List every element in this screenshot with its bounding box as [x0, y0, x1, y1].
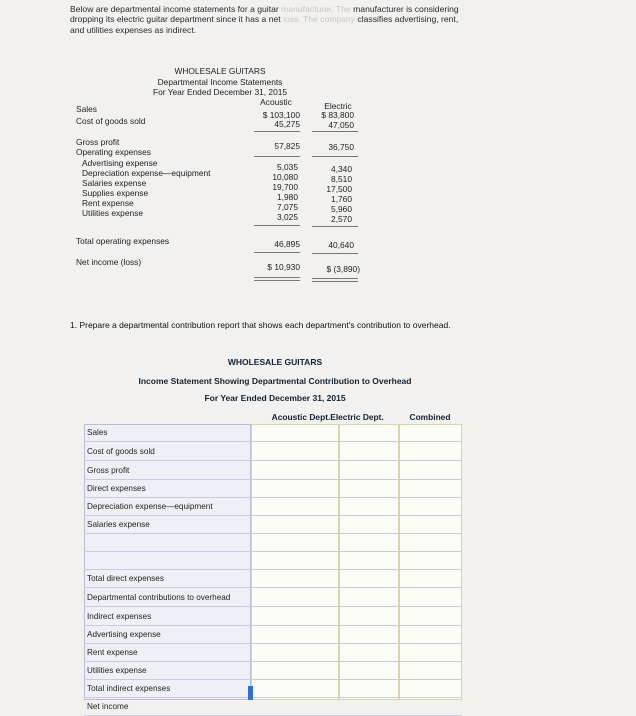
combined-input[interactable]	[399, 663, 462, 679]
acoustic-input[interactable]	[251, 627, 339, 643]
report-row	[84, 462, 462, 480]
value-acoustic: 10,080	[272, 172, 298, 182]
combined-input[interactable]	[399, 425, 462, 441]
value-electric: $ (3,890)	[326, 264, 360, 274]
report-row-label: Cost of goods sold	[87, 447, 155, 456]
report-row-label: Rent expense	[87, 648, 138, 657]
intro-text: manufacturer is considering	[353, 4, 459, 14]
report-row-label: Advertising expense	[87, 630, 161, 639]
value-acoustic: 3,025	[277, 212, 298, 222]
electric-input[interactable]	[339, 481, 399, 497]
value-electric: $ 83,800	[321, 110, 354, 120]
value-acoustic: 7,075	[277, 202, 298, 212]
question-text: 1. Prepare a departmental contribution report that shows each department's contribution to overhead.	[70, 320, 451, 330]
combined-input[interactable]	[399, 571, 462, 587]
electric-input[interactable]	[339, 499, 399, 515]
rule	[312, 226, 358, 227]
report-row	[84, 698, 462, 716]
value-electric: 47,050	[328, 120, 354, 130]
acoustic-input[interactable]	[251, 590, 339, 606]
acoustic-input[interactable]	[251, 425, 339, 441]
report-company: WHOLESALE GUITARS	[227, 357, 323, 367]
statement-title: Departmental Income Statements	[157, 77, 283, 87]
electric-input[interactable]	[339, 681, 399, 697]
value-acoustic: $ 10,930	[267, 262, 300, 272]
intro-paragraph	[70, 4, 540, 35]
report-row-label: Sales	[87, 428, 108, 437]
row-label: Net income (loss)	[76, 257, 142, 267]
report-row	[84, 534, 462, 552]
value-acoustic: 5,035	[277, 162, 298, 172]
report-row-label: Total direct expenses	[87, 574, 164, 583]
header-electric-dept: Electric Dept.	[330, 412, 384, 422]
row-label: Salaries expense	[82, 178, 147, 188]
report-row	[84, 570, 462, 588]
electric-input[interactable]	[339, 590, 399, 606]
double-rule	[254, 277, 300, 278]
combined-input[interactable]	[399, 590, 462, 606]
combined-input[interactable]	[399, 444, 462, 460]
acoustic-input[interactable]	[251, 645, 339, 661]
acoustic-input[interactable]	[251, 481, 339, 497]
rule	[254, 156, 300, 157]
electric-input[interactable]	[339, 699, 399, 715]
report-row	[84, 498, 462, 516]
electric-input[interactable]	[339, 444, 399, 460]
report-row	[84, 552, 462, 570]
row-label: Depreciation expense—equipment	[82, 168, 211, 178]
col-acoustic: Acoustic	[260, 97, 292, 107]
header-acoustic-dept: Acoustic Dept.	[271, 412, 331, 422]
intro-text: Below are departmental income statements for a guitar	[70, 4, 279, 14]
report-row-label: Indirect expenses	[87, 612, 152, 621]
value-electric: 36,750	[328, 142, 354, 152]
report-row-label: Depreciation expense—equipment	[87, 502, 213, 511]
acoustic-input[interactable]	[251, 463, 339, 479]
double-rule	[254, 280, 300, 281]
electric-input[interactable]	[339, 535, 399, 551]
value-electric: 1,760	[331, 194, 352, 204]
value-electric: 40,640	[328, 240, 354, 250]
report-row-label: Salaries expense	[87, 520, 150, 529]
combined-input[interactable]	[399, 699, 462, 715]
report-row	[84, 480, 462, 498]
combined-input[interactable]	[399, 481, 462, 497]
rule	[254, 252, 300, 253]
acoustic-input[interactable]	[251, 681, 339, 697]
electric-input[interactable]	[339, 663, 399, 679]
acoustic-input[interactable]	[251, 553, 339, 569]
electric-input[interactable]	[339, 553, 399, 569]
electric-input[interactable]	[339, 517, 399, 533]
combined-input[interactable]	[399, 681, 462, 697]
combined-input[interactable]	[399, 627, 462, 643]
report-row-label: Direct expenses	[87, 484, 146, 493]
acoustic-input[interactable]	[251, 499, 339, 515]
row-label: Supplies expense	[82, 188, 149, 198]
value-acoustic: 19,700	[272, 182, 298, 192]
col-electric: Electric	[324, 101, 352, 111]
intro-text-faded: manufacturer. The	[281, 4, 351, 14]
combined-input[interactable]	[399, 517, 462, 533]
electric-input[interactable]	[339, 571, 399, 587]
acoustic-input[interactable]	[251, 663, 339, 679]
value-acoustic: 45,275	[274, 119, 300, 129]
combined-input[interactable]	[399, 609, 462, 625]
acoustic-input[interactable]	[251, 517, 339, 533]
intro-text: dropping its electric guitar department since it has a net	[70, 14, 281, 25]
intro-text: and utilities expenses as indirect.	[70, 24, 197, 35]
acoustic-input[interactable]	[251, 444, 339, 460]
intro-text-faded: loss. The company	[283, 14, 356, 25]
report-row	[84, 608, 462, 626]
value-acoustic: 46,895	[274, 239, 300, 249]
report-row	[84, 424, 462, 442]
report-row	[84, 680, 462, 698]
value-acoustic: 1,980	[277, 192, 298, 202]
value-acoustic: $ 103,100	[262, 110, 300, 120]
electric-input[interactable]	[339, 645, 399, 661]
report-grid	[84, 424, 462, 711]
electric-input[interactable]	[339, 425, 399, 441]
rule	[312, 253, 358, 254]
rule	[254, 225, 300, 226]
rule	[254, 131, 300, 132]
value-electric: 8,510	[331, 174, 352, 184]
report-title: Income Statement Showing Departmental Contribution to Overhead	[138, 376, 412, 386]
value-acoustic: 57,825	[274, 141, 300, 151]
row-label: Total operating expenses	[76, 236, 170, 246]
statement-company: WHOLESALE GUITARS	[174, 66, 266, 76]
statement-period: For Year Ended December 31, 2015	[152, 87, 288, 97]
report-row-label: Total indirect expenses	[87, 684, 171, 693]
rule	[312, 131, 358, 132]
rule	[312, 156, 358, 157]
value-electric: 5,960	[331, 204, 352, 214]
report-row	[84, 516, 462, 534]
double-rule	[312, 278, 358, 279]
acoustic-input[interactable]	[251, 571, 339, 587]
row-label: Gross profit	[76, 137, 120, 147]
report-row-label: Net income	[87, 702, 129, 711]
report-row-label: Departmental contributions to overhead	[87, 593, 231, 602]
acoustic-input[interactable]	[251, 609, 339, 625]
row-label: Advertising expense	[82, 158, 158, 168]
combined-input[interactable]	[399, 645, 462, 661]
report-row	[84, 662, 462, 680]
row-label: Operating expenses	[76, 147, 151, 157]
report-row	[84, 644, 462, 662]
combined-input[interactable]	[399, 535, 462, 551]
text-cursor-marker	[248, 686, 253, 700]
combined-input[interactable]	[399, 499, 462, 515]
value-electric: 17,500	[326, 184, 352, 194]
value-electric: 4,340	[331, 164, 352, 174]
header-combined: Combined	[409, 412, 451, 422]
report-row-label: Gross profit	[87, 466, 130, 475]
combined-input[interactable]	[399, 553, 462, 569]
report-row-label: Utilities expense	[87, 666, 147, 675]
value-electric: 2,570	[331, 214, 352, 224]
report-row	[84, 443, 462, 461]
row-label: Sales	[76, 104, 97, 114]
row-label: Cost of goods sold	[76, 116, 146, 126]
electric-input[interactable]	[339, 463, 399, 479]
acoustic-input[interactable]	[251, 699, 339, 715]
electric-input[interactable]	[339, 609, 399, 625]
row-label: Utilities expense	[82, 208, 143, 218]
double-rule	[312, 281, 358, 282]
row-label: Rent expense	[82, 198, 134, 208]
report-row	[84, 626, 462, 644]
report-period: For Year Ended December 31, 2015	[204, 393, 346, 403]
combined-input[interactable]	[399, 463, 462, 479]
intro-text: classifies advertising, rent,	[357, 14, 459, 25]
electric-input[interactable]	[339, 627, 399, 643]
acoustic-input[interactable]	[251, 535, 339, 551]
report-row	[84, 589, 462, 607]
